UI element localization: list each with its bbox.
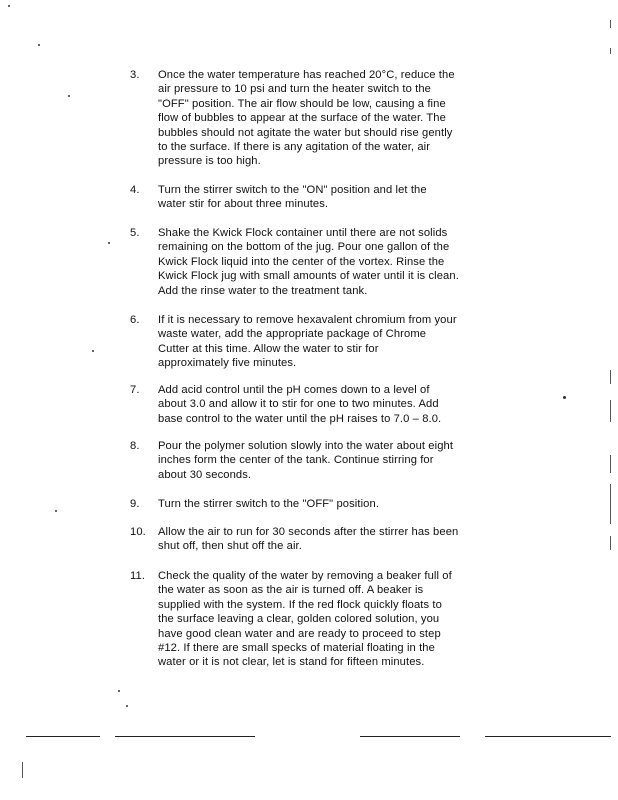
step-text (158, 569, 530, 670)
scan-speck (38, 44, 40, 46)
text-line: Kwick Flock jug with small amounts of water until it is clean. (158, 270, 459, 283)
text-line: #12. If there are small specks of material floating in the (158, 642, 435, 655)
scan-speck (108, 242, 110, 244)
footer-rule (26, 736, 100, 737)
step-number: 10. (130, 526, 146, 538)
scan-speck (126, 705, 128, 707)
step-text (158, 313, 530, 371)
text-line: shut off, then shut off the air. (158, 540, 302, 553)
text-line: approximately five minutes. (158, 357, 297, 370)
edge-mark (610, 400, 611, 422)
scan-speck (92, 350, 94, 352)
text-line: about 30 seconds. (158, 468, 252, 481)
text-line: base control to the water until the pH raises to 7.0 – 8.0. (158, 412, 442, 425)
text-line: pressure is too high. (158, 155, 261, 168)
scan-speck (563, 396, 566, 399)
step-text (158, 226, 530, 298)
step-number: 3. (130, 69, 140, 81)
text-line: Pour the polymer solution slowly into the water about eight (158, 440, 454, 452)
edge-mark (610, 48, 611, 54)
step-number: 5. (130, 227, 140, 239)
step-number: 7. (130, 384, 140, 396)
text-line: water stir for about three minutes. (158, 198, 329, 211)
text-line: Check the quality of the water by removing a beaker full of (158, 570, 452, 582)
scan-speck (55, 510, 57, 512)
footer-rule (360, 736, 460, 737)
step-text (158, 383, 530, 426)
edge-mark (610, 455, 611, 473)
text-line: about 3.0 and allow it to stir for one to two minutes. Add (158, 398, 439, 411)
text-line: inches form the center of the tank. Continue stirring for (158, 454, 434, 467)
text-line: air pressure to 10 psi and turn the heater switch to the (158, 83, 432, 96)
text-line: bubbles should not agitate the water but should rise gently (158, 126, 453, 139)
text-line: Add acid control until the pH comes down to a level of (158, 384, 430, 396)
text-line: Turn the stirrer switch to the "ON" position and let the (158, 184, 427, 196)
text-line: If it is necessary to remove hexavalent chromium from your (158, 314, 457, 326)
step-text (158, 183, 530, 212)
step-text (158, 525, 530, 554)
step-text (158, 68, 530, 169)
step-number: 9. (130, 498, 140, 510)
scan-speck (68, 95, 70, 97)
text-line: the surface leaving a clear, golden colored solution, you (158, 613, 440, 626)
edge-mark (610, 484, 611, 524)
step-text (158, 439, 530, 482)
text-line: Allow the air to run for 30 seconds after the stirrer has been (158, 526, 459, 538)
text-line: water or it is not clear, let is stand for fifteen minutes. (158, 656, 425, 669)
step-number: 4. (130, 184, 140, 196)
edge-mark (22, 762, 23, 778)
edge-mark (610, 536, 611, 550)
footer-rule (485, 736, 611, 737)
text-line: supplied with the system. If the red flock quickly floats to (158, 598, 442, 611)
step-number: 6. (130, 314, 140, 326)
text-line: the water as soon as the air is turned off. A beaker is (158, 584, 424, 597)
footer-rule (115, 736, 255, 737)
text-line: remaining on the bottom of the jug. Pour one gallon of the (158, 241, 450, 254)
text-line: waste water, add the appropriate package of Chrome (158, 328, 427, 341)
text-line: Turn the stirrer switch to the "OFF" position. (158, 498, 380, 510)
text-line: Add the rinse water to the treatment tank. (158, 284, 368, 297)
step-text (158, 497, 530, 511)
text-line: Shake the Kwick Flock container until there are not solids (158, 227, 448, 239)
edge-mark (610, 370, 611, 384)
text-line: Cutter at this time. Allow the water to stir for (158, 342, 379, 355)
text-line: Kwick Flock liquid into the center of the vortex. Rinse the (158, 255, 445, 268)
text-line: to the surface. If there is any agitation of the water, air (158, 141, 431, 154)
text-line: "OFF" position. The air flow should be low, causing a fine (158, 97, 446, 110)
step-number: 11. (130, 570, 146, 582)
text-line: Once the water temperature has reached 20°C, reduce the (158, 69, 455, 81)
scan-speck (118, 690, 120, 692)
step-number: 8. (130, 440, 140, 452)
scan-speck (8, 5, 10, 7)
edge-mark (610, 20, 611, 28)
text-line: flow of bubbles to appear at the surface of the water. The (158, 112, 446, 125)
text-line: have good clean water and are ready to proceed to step (158, 627, 441, 640)
